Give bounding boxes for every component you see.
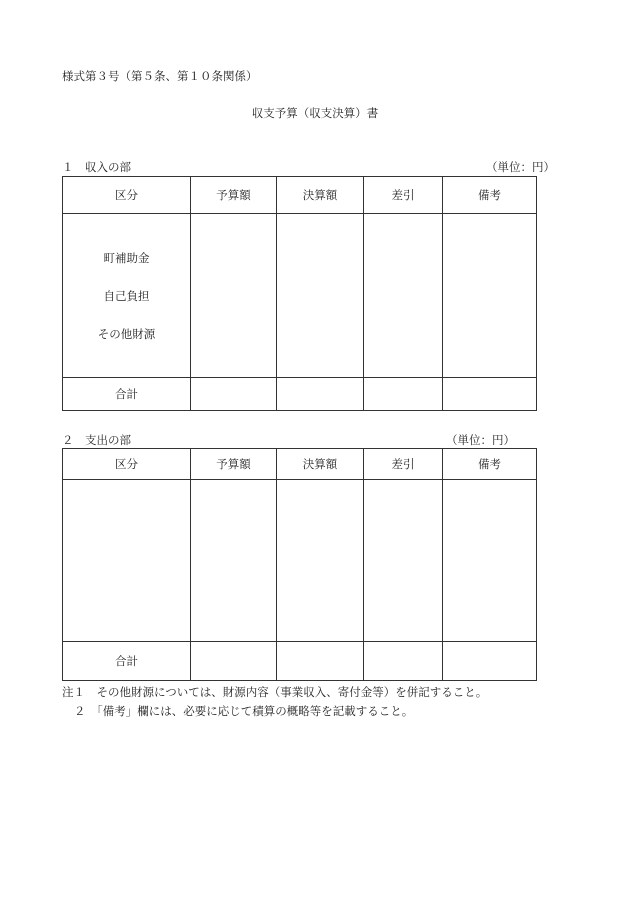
expense-table [62, 448, 537, 681]
income-item-town-subsidy: 町補助金 [103, 250, 150, 265]
income-body-row [63, 214, 537, 378]
expense-difference-cell[interactable] [364, 480, 443, 642]
note-2: ２ 「備考」欄には、必要に応じて積算の概略等を記載すること。 [74, 704, 414, 718]
income-items-cell [63, 214, 191, 378]
income-col-difference: 差引 [364, 177, 443, 214]
expense-remarks-cell[interactable] [443, 480, 537, 642]
expense-col-remarks: 備考 [443, 449, 537, 480]
income-unit: （単位：円） [486, 160, 555, 174]
income-item-other-funds: その他財源 [97, 326, 156, 341]
expense-total-row [63, 642, 537, 681]
income-col-category: 区分 [63, 177, 191, 214]
income-table [62, 176, 537, 411]
expense-total-remarks[interactable] [443, 642, 537, 681]
income-col-actual: 決算額 [277, 177, 364, 214]
income-total-label: 合計 [63, 378, 191, 411]
income-header-row [63, 177, 537, 214]
expense-budget-cell[interactable] [191, 480, 277, 642]
expense-total-actual[interactable] [277, 642, 364, 681]
expense-total-label: 合計 [63, 642, 191, 681]
expense-total-budget[interactable] [191, 642, 277, 681]
note-1: 注１ その他財源については、財源内容（事業収入、寄付金等）を併記すること。 [62, 685, 488, 699]
expense-unit: （単位：円） [446, 433, 515, 447]
income-total-actual[interactable] [277, 378, 364, 411]
income-total-budget[interactable] [191, 378, 277, 411]
income-remarks-cell[interactable] [443, 214, 537, 378]
income-total-row [63, 378, 537, 411]
expense-col-budget: 予算額 [191, 449, 277, 480]
income-heading: １ 収入の部 [62, 160, 131, 174]
expense-items-cell[interactable] [63, 480, 191, 642]
form-number: 様式第３号（第５条、第１０条関係） [62, 69, 258, 83]
income-col-remarks: 備考 [443, 177, 537, 214]
expense-body-row [63, 480, 537, 642]
expense-header-row [63, 449, 537, 480]
expense-col-difference: 差引 [364, 449, 443, 480]
income-total-difference[interactable] [364, 378, 443, 411]
document-title: 収支予算（収支決算）書 [251, 106, 379, 120]
expense-heading: ２ 支出の部 [62, 433, 131, 447]
expense-col-actual: 決算額 [277, 449, 364, 480]
expense-col-category: 区分 [63, 449, 191, 480]
income-col-budget: 予算額 [191, 177, 277, 214]
income-difference-cell[interactable] [364, 214, 443, 378]
expense-actual-cell[interactable] [277, 480, 364, 642]
expense-total-difference[interactable] [364, 642, 443, 681]
income-budget-cell[interactable] [191, 214, 277, 378]
income-total-remarks[interactable] [443, 378, 537, 411]
income-item-self-burden: 自己負担 [103, 288, 150, 303]
income-actual-cell[interactable] [277, 214, 364, 378]
